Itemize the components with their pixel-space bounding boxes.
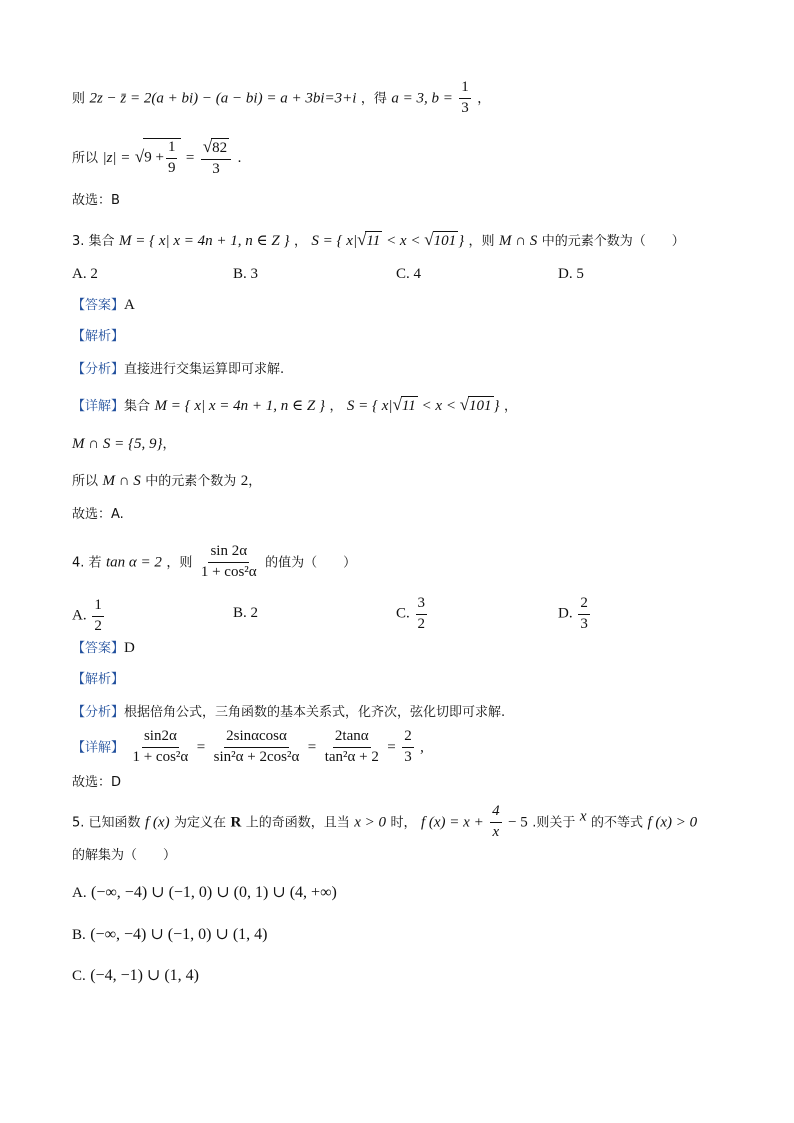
text: ，则 [468, 234, 495, 249]
numerator: 3 [416, 596, 428, 615]
equals: = [307, 739, 317, 756]
radicand [143, 138, 181, 177]
text: ， [504, 399, 518, 414]
q3-option-a[interactable]: A. 2 [72, 266, 98, 282]
radical-sign: √ [392, 395, 402, 414]
answer-value: D [124, 640, 135, 656]
numerator [201, 138, 231, 160]
q4-option-a[interactable] [72, 598, 106, 635]
radicand: 82 [212, 140, 228, 156]
q4-analysis [72, 705, 505, 719]
q3-option-b[interactable]: B. 3 [233, 266, 259, 282]
denominator: 3 [580, 615, 588, 632]
math-expression: = [185, 149, 195, 166]
condition: tan α = 2 [106, 554, 162, 571]
option-label: D. [558, 605, 573, 622]
radical-sign: √ [134, 146, 145, 166]
numerator: 1 [459, 80, 471, 99]
equals: = [387, 739, 396, 756]
answer-tag: 【答案】 [72, 641, 125, 656]
option-label: B. [72, 927, 86, 943]
text: . [237, 149, 242, 166]
numerator: 1 [92, 598, 104, 617]
text: 的值为（ ） [265, 555, 357, 571]
numerator: 2tanα [333, 729, 371, 748]
math-expression: |z| = [102, 149, 131, 166]
text: ， [329, 399, 343, 414]
numerator: 2 [402, 729, 414, 748]
analysis-body: 根据倍角公式，三角函数的基本关系式，化齐次，弦化切即可求解. [124, 705, 506, 720]
text: ， [162, 437, 176, 452]
q3-option-c[interactable]: C. 4 [396, 266, 422, 282]
text: 的不等式 [590, 815, 643, 831]
q3-option-d[interactable]: D. 5 [558, 266, 584, 282]
math-expression: } [458, 233, 465, 249]
fraction [323, 729, 381, 766]
denominator: sin²α + 2cos²α [213, 748, 300, 765]
fraction [201, 138, 231, 178]
q5-option-c[interactable] [72, 968, 199, 984]
analysis-tag: 【分析】 [72, 362, 125, 377]
math-expression: } [493, 398, 500, 414]
denominator: 2 [417, 615, 426, 632]
answer-value: A [124, 297, 135, 313]
fraction [402, 729, 414, 766]
text: 中的元素个数为 [145, 474, 237, 489]
text: ，则 [166, 555, 193, 571]
fraction [212, 729, 302, 766]
fraction [92, 598, 104, 635]
text: 上的奇函数，且当 [245, 815, 350, 831]
inequality: f (x) > 0 [647, 814, 698, 831]
text: 时， [390, 815, 417, 831]
q3-detail-line-3 [72, 474, 261, 489]
prev-line-2 [72, 138, 241, 178]
option-expression: (−∞, −4) ∪ (−1, 0) ∪ (0, 1) ∪ (4, +∞) [91, 884, 337, 901]
q3-answer [72, 298, 135, 313]
radicand: 11 [366, 233, 381, 249]
question-number: 5. 已知函数 [72, 815, 141, 831]
q3-jiexi-tag: 【解析】 [72, 329, 125, 344]
set-m: M = { x| x = 4n + 1, n ∈ Z } [119, 233, 290, 249]
math-expression: a = 3, b = [391, 90, 453, 107]
text: , [420, 739, 424, 756]
math-expression: < x < [386, 233, 421, 249]
text: .则关于 [532, 815, 576, 831]
fraction [459, 80, 471, 117]
function-f: f (x) [145, 814, 170, 831]
math-expression: 2z − z̄ = 2(a + bi) − (a − bi) = a + 3bi=3+i [89, 90, 357, 107]
text: 所以 [72, 474, 99, 489]
set-s [311, 230, 465, 249]
q4-answer [72, 641, 135, 656]
numerator: 2sinαcosα [224, 729, 289, 748]
fraction [416, 596, 428, 633]
q4-option-c[interactable] [396, 596, 429, 633]
text: 所以 [72, 150, 99, 166]
analysis-tag: 【分析】 [72, 705, 125, 720]
radical-sign: √ [424, 230, 434, 249]
math-expression: 2 [240, 473, 249, 489]
text: ， [293, 234, 307, 249]
option-expression: (−∞, −4) ∪ (−1, 0) ∪ (1, 4) [90, 926, 268, 943]
denominator: 1 + cos²α [200, 563, 257, 580]
analysis-body: 直接进行交集运算即可求解. [124, 362, 285, 377]
q4-option-b[interactable]: B. 2 [233, 605, 259, 621]
set-m: M = { x| x = 4n + 1, n ∈ Z } [154, 398, 325, 414]
answer-tag: 【答案】 [72, 298, 125, 313]
math-expression: M ∩ S = {5, 9} [72, 436, 163, 452]
denominator: 1 + cos²α [132, 748, 189, 765]
radical-sign: √ [357, 230, 367, 249]
radicand: 101 [469, 398, 492, 414]
set-s [346, 395, 500, 414]
numerator: 4 [490, 804, 502, 823]
q5-stem [72, 804, 697, 841]
fraction [166, 140, 178, 177]
text: 为定义在 [174, 815, 227, 831]
option-label: C. [72, 968, 86, 984]
condition: x > 0 [354, 814, 387, 831]
fraction [130, 729, 190, 766]
intersection: M ∩ S [498, 233, 538, 249]
q3-analysis [72, 362, 284, 376]
text: ， [477, 91, 491, 107]
prev-line-1 [72, 80, 490, 117]
denominator: 3 [212, 160, 220, 177]
q4-jiexi-tag: 【解析】 [72, 672, 125, 687]
radicand: 101 [433, 233, 457, 249]
option-expression: (−4, −1) ∪ (1, 4) [90, 967, 199, 984]
numerator: 1 [166, 140, 178, 159]
fraction [490, 804, 502, 841]
text: 中的元素个数为（ ） [541, 234, 685, 249]
math-expression: f (x) = x + [420, 814, 484, 831]
denominator: 9 [167, 159, 176, 176]
question-number: 3. 集合 [72, 234, 115, 249]
q3-detail [72, 396, 517, 415]
radical-sign: √ [202, 137, 213, 156]
text: ， [248, 474, 262, 489]
fraction [199, 544, 259, 581]
reals-symbol: R [230, 814, 242, 831]
radicand: 11 [401, 398, 416, 414]
denominator: tan²α + 2 [324, 748, 379, 765]
equals: = [196, 739, 206, 756]
denominator: 3 [404, 748, 412, 765]
q4-choose: 故选：D [72, 775, 122, 790]
detail-tag: 【详解】 [72, 399, 125, 414]
q3-choose: 故选：A. [72, 507, 124, 522]
q4-stem [72, 544, 356, 581]
fraction [578, 596, 590, 633]
text: 则 [72, 91, 86, 107]
numerator: sin2α [142, 729, 179, 748]
q5-option-a[interactable] [72, 885, 337, 901]
numerator: sin 2α [208, 544, 249, 563]
question-number: 4. 若 [72, 555, 102, 571]
intersection: M ∩ S [102, 473, 141, 489]
option-label: A. [72, 607, 87, 624]
math-expression: < x < [421, 398, 456, 414]
math-expression: S = { x| [346, 398, 393, 414]
radical-sign: √ [459, 395, 470, 414]
detail-tag: 【详解】 [72, 740, 125, 756]
q3-stem [72, 231, 685, 250]
q5-option-b[interactable] [72, 927, 267, 943]
math-expression: S = { x| [311, 233, 358, 249]
q4-option-d[interactable] [558, 596, 592, 633]
text: 集合 [124, 399, 151, 414]
option-label: C. [396, 605, 410, 622]
math-expression: 9 + [144, 149, 164, 166]
prev-answer: 故选：B [72, 193, 120, 208]
math-expression: − 5 [508, 814, 528, 831]
denominator: 3 [461, 99, 469, 116]
numerator: 2 [578, 596, 590, 615]
text: ，得 [360, 91, 387, 107]
option-label: A. [72, 885, 87, 901]
denominator: x [492, 823, 500, 840]
q4-detail [72, 729, 424, 766]
q5-stem-line-2: 的解集为（ ） [72, 848, 177, 863]
q3-detail-line-2 [72, 437, 175, 452]
denominator: 2 [94, 617, 102, 634]
variable-x: x [579, 808, 587, 825]
